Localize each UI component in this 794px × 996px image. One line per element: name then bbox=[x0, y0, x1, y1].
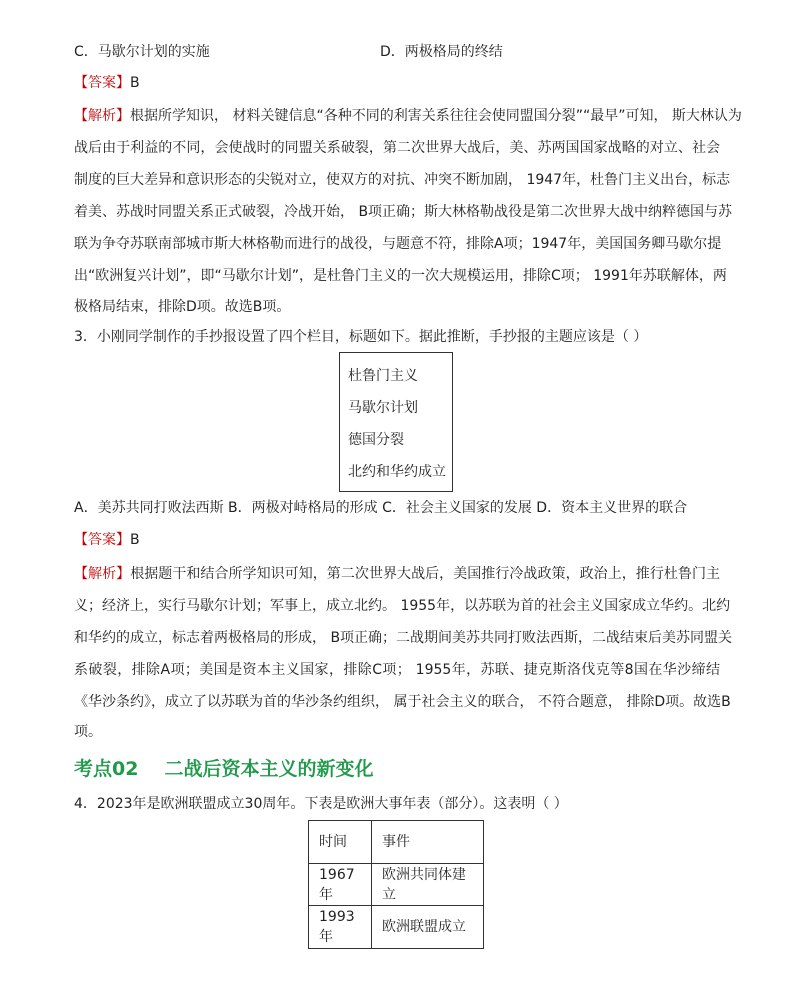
answer-tag: 【答案】 bbox=[74, 75, 130, 91]
newspaper-columns-box bbox=[339, 352, 453, 492]
column-title: 杜鲁门主义 bbox=[348, 368, 418, 384]
analysis-tag: 【解析】 bbox=[74, 566, 131, 582]
section-label: 考点02 bbox=[74, 758, 139, 780]
q3-analysis-line-2: 义；经济上，实行马歇尔计划；军事上，成立北约。 1955年，以苏联为首的社会主义国家成立华约。北约 bbox=[74, 598, 731, 614]
section-title: 二战后资本主义的新变化 bbox=[164, 758, 374, 780]
q3-analysis-line-1: 【解析】根据题干和结合所学知识可知，第二次世界大战后，美国推行冷战政策，政治上，推行杜鲁门主 bbox=[74, 566, 721, 582]
q4-question: 4．2023年是欧洲联盟成立30周年。下表是欧洲大事年表（部分）。这表明（ ） bbox=[74, 796, 568, 812]
q3-question: 3．小刚同学制作的手抄报设置了四个栏目，标题如下。据此推断，手抄报的主题应该是（ ） bbox=[74, 329, 648, 345]
table-row bbox=[309, 864, 484, 906]
q3-analysis-line-5: 《华沙条约》，成立了以苏联为首的华沙条约组织， 属于社会主义的联合， 不符合题意， 排除D项。故选B bbox=[74, 694, 731, 710]
table-cell: 1967年 bbox=[309, 864, 372, 906]
answer-value: B bbox=[130, 532, 140, 548]
q3-analysis-line-6: 项。 bbox=[74, 724, 102, 740]
table-header-cell: 时间 bbox=[309, 821, 372, 864]
q3-answer bbox=[74, 530, 140, 550]
q2-option-d: D．两极格局的终结 bbox=[380, 44, 503, 60]
analysis-tag: 【解析】 bbox=[74, 108, 130, 124]
events-table bbox=[308, 820, 484, 949]
table-cell: 1993年 bbox=[309, 906, 372, 949]
table-header-row bbox=[309, 821, 484, 864]
table-cell: 欧洲联盟成立 bbox=[372, 906, 484, 949]
q2-analysis-line-4: 着美、苏战时同盟关系正式破裂，冷战开始， B项正确；斯大林格勒战役是第二次世界大战中纳粹德国与苏 bbox=[74, 204, 733, 220]
table-row bbox=[309, 906, 484, 949]
q2-analysis-line-3: 制度的巨大差异和意识形态的尖锐对立，使双方的对抗、冲突不断加剧， 1947年，杜鲁门主义出台，标志 bbox=[74, 172, 731, 188]
table-header-cell: 事件 bbox=[372, 821, 484, 864]
q2-analysis-line-6: 出“欧洲复兴计划”，即“马歇尔计划”，是杜鲁门主义的一次大规模运用，排除C项； 1991年苏联解体，两 bbox=[74, 268, 727, 284]
q2-analysis-line-5: 联为争夺苏联南部城市斯大林格勒而进行的战役，与题意不符，排除A项；1947年，美国国务卿马歇尔提 bbox=[74, 236, 722, 252]
q3-options: A．美苏共同打败法西斯 B．两极对峙格局的形成 C．社会主义国家的发展 D．资本主义世界的联合 bbox=[74, 500, 688, 516]
column-title: 马歇尔计划 bbox=[348, 400, 418, 416]
q2-option-c: C．马歇尔计划的实施 bbox=[74, 44, 210, 60]
answer-tag: 【答案】 bbox=[74, 532, 130, 548]
table-cell: 欧洲共同体建立 bbox=[372, 864, 484, 906]
column-title: 德国分裂 bbox=[348, 432, 404, 448]
q2-analysis-line-2: 战后由于利益的不同，会使战时的同盟关系破裂，第二次世界大战后，美、苏两国国家战略的对立、社会 bbox=[74, 140, 720, 156]
q3-analysis-line-3: 和华约的成立，标志着两极格局的形成， B项正确；二战期间美苏共同打败法西斯，二战结束后美苏同盟关 bbox=[74, 630, 733, 646]
q2-analysis-line-1: 【解析】根据所学知识， 材料关键信息“各种不同的利害关系往往会使同盟国分裂”“最早”可知， 斯大林认为 bbox=[74, 108, 742, 124]
q2-analysis-line-7: 极格局结束，排除D项。故选B项。 bbox=[74, 299, 291, 315]
q2-answer bbox=[74, 73, 140, 93]
column-title: 北约和华约成立 bbox=[348, 464, 446, 480]
q3-analysis-line-4: 系破裂，排除A项；美国是资本主义国家，排除C项； 1955年，苏联、捷克斯洛伐克等8国在华沙缔结 bbox=[74, 662, 720, 678]
answer-value: B bbox=[130, 75, 140, 91]
section-heading bbox=[74, 756, 373, 782]
